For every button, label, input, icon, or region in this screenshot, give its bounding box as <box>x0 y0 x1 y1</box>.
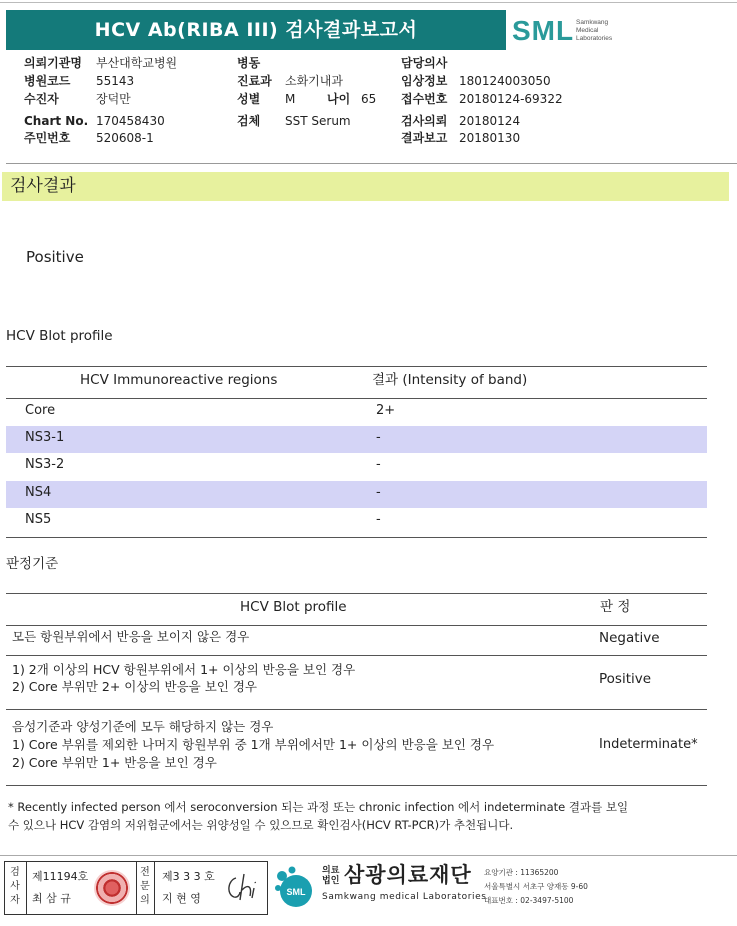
request-label: 검사의뢰 <box>401 114 448 128</box>
info-col-2 <box>237 56 376 131</box>
id-value: 520608-1 <box>96 131 154 145</box>
sig-divider-2 <box>136 861 137 915</box>
blot-row-ns3-1-region: NS3-1 <box>25 430 65 445</box>
chart-value: 170458430 <box>96 114 165 128</box>
hospital-value: 부산대학교병원 <box>96 56 178 70</box>
blot-col-result: 결과 (Intensity of band) <box>372 372 528 388</box>
row-band-ns3-1 <box>6 426 707 453</box>
blot-row-ns4-region: NS4 <box>25 485 52 500</box>
specialist-vertical-label: 전 문 의 <box>140 867 150 906</box>
section-title: 검사결과 <box>2 172 729 201</box>
blot-row-ns4-result: - <box>376 485 381 500</box>
sig-divider-3 <box>154 861 155 915</box>
request-value: 20180124 <box>459 114 521 128</box>
logo-subtitle: Samkwang Medical Laboratories <box>576 19 613 42</box>
dept-label: 진료과 <box>237 74 272 88</box>
blot-row-core-result: 2+ <box>376 403 396 418</box>
info-divider <box>6 163 737 164</box>
criteria-row-positive-line2: 2) Core 부위만 2+ 이상의 반응을 보인 경우 <box>12 679 257 694</box>
hospital-label: 의뢰기관명 <box>24 56 82 70</box>
examiner-vertical-label: 검 사 자 <box>10 867 20 906</box>
criteria-header-rule <box>6 625 707 626</box>
top-rule <box>0 2 737 3</box>
org-type: 의료 법인 <box>322 866 340 886</box>
blot-table-header-rule <box>6 398 707 399</box>
specialist-signature-icon <box>222 870 262 906</box>
blot-profile-heading: HCV Blot profile <box>6 328 113 344</box>
criteria-row-negative-text: 모든 항원부위에서 반응을 보이지 않은 경우 <box>12 629 250 644</box>
footer-divider <box>0 855 737 856</box>
specimen-value: SST Serum <box>285 114 351 128</box>
blot-row-ns3-2-region: NS3-2 <box>25 457 65 472</box>
dept-value: 소화기내과 <box>285 74 343 88</box>
org-name-en: Samkwang medical Laboratories <box>322 892 487 902</box>
org-logo-icon <box>272 864 318 910</box>
criteria-row-positive-line1: 1) 2개 이상의 HCV 항원부위에서 1+ 이상의 반응을 보인 경우 <box>12 662 356 677</box>
row-band-ns4 <box>6 481 707 508</box>
report-title: HCV Ab(RIBA III) 검사결과보고서 <box>6 10 506 50</box>
blot-col-region: HCV Immunoreactive regions <box>80 372 278 388</box>
receipt-label: 접수번호 <box>401 92 448 106</box>
footnote-line-1: * Recently infected person 에서 seroconversion 되는 과정 또는 chronic infection 에서 indeterminate 결과를 보일 <box>8 800 629 814</box>
id-label: 주민번호 <box>24 131 71 145</box>
recipient-label: 수진자 <box>24 92 59 106</box>
examiner-name: 최 삼 규 <box>32 892 71 905</box>
criteria-col-profile: HCV Blot profile <box>240 599 347 615</box>
specialist-license: 제3 3 3 호 <box>162 870 215 883</box>
org-name: 삼광의료재단 <box>344 863 472 887</box>
receipt-value: 20180124-69322 <box>459 92 563 106</box>
org-phone: 대표번호 : 02-3497-5100 <box>484 896 574 905</box>
blot-row-ns3-1-result: - <box>376 430 381 445</box>
org-institution-code: 요양기관 : 11365200 <box>484 868 559 877</box>
blot-row-ns3-2-result: - <box>376 457 381 472</box>
blot-row-core-region: Core <box>25 403 56 418</box>
blot-table-top-rule <box>6 366 707 367</box>
criteria-row-positive-judgement: Positive <box>599 671 652 687</box>
age-label: 나이 <box>327 92 351 106</box>
criteria-row-indeterminate-judgement: Indeterminate* <box>599 737 698 752</box>
org-address: 서울특별시 서초구 양재동 9-60 <box>484 882 588 891</box>
criteria-col-judgement: 판 정 <box>600 599 631 615</box>
blot-table-bottom-rule <box>6 537 707 538</box>
criteria-row-indeterminate-line3: 2) Core 부위만 1+ 반응을 보인 경우 <box>12 755 217 770</box>
specimen-label: 검체 <box>237 114 261 128</box>
criteria-row2-rule <box>6 709 707 710</box>
recipient-value: 장덕만 <box>96 92 131 106</box>
ward-label: 병동 <box>237 56 261 70</box>
age-value: 65 <box>361 92 377 106</box>
clinical-value: 180124003050 <box>459 74 551 88</box>
criteria-row-indeterminate-line2: 1) Core 부위를 제외한 나머지 항원부위 중 1개 부위에서만 1+ 이상의 반응을 보인 경우 <box>12 737 495 752</box>
sig-divider-1 <box>26 861 27 915</box>
org-contact <box>484 866 588 908</box>
sex-label: 성별 <box>237 92 261 106</box>
info-col-3 <box>401 56 563 148</box>
criteria-heading: 판정기준 <box>6 556 59 572</box>
criteria-row1-rule <box>6 655 707 656</box>
criteria-row-negative-judgement: Negative <box>599 630 660 646</box>
report-label: 결과보고 <box>401 131 448 145</box>
footnote-line-2: 수 있으나 HCV 감염의 저위험군에서는 위양성일 수 있으므로 확인검사(HCV RT-PCR)가 추천됩니다. <box>8 818 514 832</box>
overall-result: Positive <box>26 248 84 266</box>
hospital-code-value: 55143 <box>96 74 135 88</box>
info-col-1 <box>24 56 177 148</box>
criteria-bottom-rule <box>6 785 707 786</box>
report-value: 20180130 <box>459 131 521 145</box>
logo-mark: SML <box>512 15 575 46</box>
criteria-top-rule <box>6 593 707 594</box>
blot-row-ns5-region: NS5 <box>25 512 52 527</box>
examiner-license: 제11194호 <box>32 870 89 883</box>
criteria-row-indeterminate-line1: 음성기준과 양성기준에 모두 해당하지 않는 경우 <box>12 719 274 734</box>
doctor-label: 담당의사 <box>401 56 448 70</box>
org-logo-mark: SML <box>286 887 306 897</box>
chart-label: Chart No. <box>24 114 89 128</box>
hospital-code-label: 병원코드 <box>24 74 71 88</box>
specialist-name: 지 현 영 <box>162 892 201 905</box>
clinical-label: 임상정보 <box>401 74 448 88</box>
sex-value: M <box>285 92 296 106</box>
blot-row-ns5-result: - <box>376 512 381 527</box>
examiner-seal-icon <box>94 870 130 906</box>
